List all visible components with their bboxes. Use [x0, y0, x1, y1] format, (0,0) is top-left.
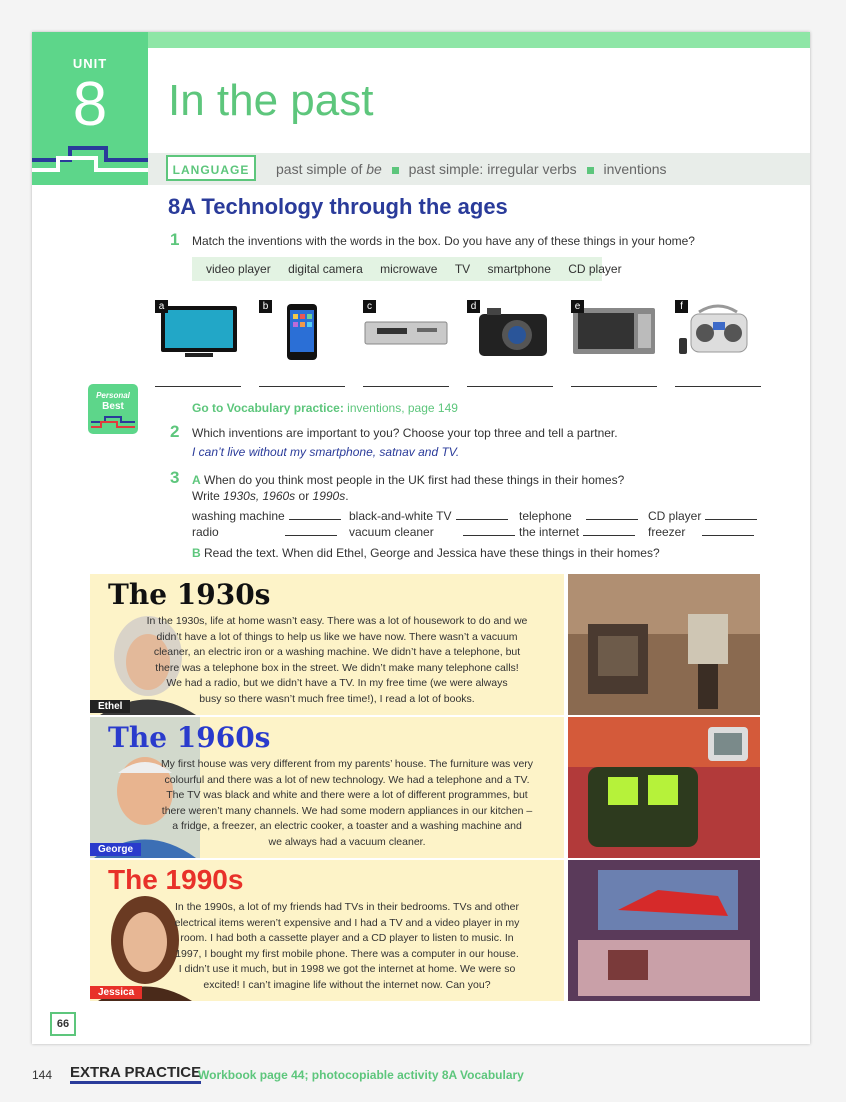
picture-letter: a: [155, 300, 168, 313]
answer-blank[interactable]: [705, 519, 757, 520]
workbook-reference: Workbook page 44; photocopiable activity 8A Vocabulary: [198, 1068, 524, 1082]
picture-letter: f: [675, 300, 688, 313]
page-number: 144: [32, 1068, 53, 1082]
reading-heading: The 1960s: [108, 721, 271, 754]
personal-best-badge: [88, 384, 138, 434]
word-box-item: smartphone: [487, 262, 551, 276]
answer-blank[interactable]: [463, 535, 515, 536]
instruction-last-option: 1990s: [312, 489, 346, 503]
text-line: a fridge, a freezer, an electric cooker, a toaster and a washing machine and: [172, 820, 522, 833]
answer-blank[interactable]: [285, 535, 337, 536]
item-label: radio: [192, 525, 219, 539]
question-number-3: 3: [170, 468, 180, 487]
instruction-options: 1930s, 1960s: [223, 489, 296, 503]
word-box-item: TV: [454, 262, 471, 276]
question-number-2: 2: [170, 422, 180, 441]
bullet-square-icon: [587, 167, 594, 174]
picture-letter: c: [363, 300, 376, 313]
unit-number: 8: [72, 70, 108, 139]
text-line: excited! I can’t imagine life without the internet now. Can you?: [203, 978, 491, 991]
question-3a-instruction: [192, 489, 349, 503]
answer-blank[interactable]: [702, 535, 754, 536]
language-label: LANGUAGE: [166, 155, 256, 181]
word-box-item: microwave: [380, 262, 438, 276]
item-row1-3: [519, 509, 638, 523]
inline-page-number: 66: [50, 1012, 76, 1036]
reading-1990s: [90, 860, 564, 1001]
item-label: freezer: [648, 525, 686, 539]
language-items: [276, 161, 667, 177]
vintage-room-image-icon: [568, 574, 760, 715]
text-line: In the 1930s, life at home wasn’t easy. There was a lot of housework to do and we: [146, 615, 528, 627]
language-item-2: past simple: irregular verbs: [408, 161, 577, 177]
person-name-label: George: [90, 843, 141, 856]
text-line: cleaner, an electric iron or a washing machine. We didn’t have a telephone, but: [153, 646, 521, 659]
word-box: [192, 257, 622, 281]
unit-title: In the past: [168, 76, 374, 125]
reading-text: [90, 900, 564, 994]
page-footer: [0, 1062, 846, 1090]
picture-letter: e: [571, 300, 584, 313]
question-number-1: 1: [170, 230, 180, 249]
item-label: vacuum cleaner: [349, 525, 434, 539]
question-2-example: I can’t live without my smartphone, satnav and TV.: [192, 445, 460, 459]
top-stripe: [148, 32, 810, 48]
answer-line-c[interactable]: [363, 386, 449, 387]
instruction-or: or: [295, 489, 313, 503]
word-box-item: video player: [206, 262, 271, 276]
item-label: black-and-white TV: [349, 509, 452, 523]
vocab-practice-rest: inventions, page 149: [343, 401, 458, 415]
picture-d: [467, 300, 553, 362]
photo-1990s-room: [568, 860, 760, 1001]
reading-1930s: [90, 574, 564, 715]
question-3b-text: Read the text. When did Ethel, George and Jessica have these things in their homes?: [204, 546, 660, 560]
text-line: colourful and there was a lot of new technology. We had a telephone and a TV.: [164, 773, 530, 786]
photo-1960s-room: [568, 717, 760, 858]
picture-letter: b: [259, 300, 272, 313]
question-3a-label: A: [192, 473, 201, 487]
language-item-1-prefix: past simple of: [276, 161, 367, 177]
answer-line-a[interactable]: [155, 386, 241, 387]
word-box-item: CD player: [568, 262, 622, 276]
instruction-end: .: [345, 489, 349, 503]
extra-practice-label: EXTRA PRACTICE: [70, 1064, 201, 1084]
item-row2-2: [349, 525, 515, 539]
item-row1-4: [648, 509, 757, 523]
question-3a-text: When do you think most people in the UK first had these things in their homes?: [204, 473, 625, 487]
item-row1-1: [192, 509, 341, 523]
answer-blank[interactable]: [586, 519, 638, 520]
personal-best-line1: Personal: [96, 391, 130, 400]
item-label: washing machine: [192, 509, 285, 523]
instruction-prefix: Write: [192, 489, 224, 503]
answer-line-b[interactable]: [259, 386, 345, 387]
person-name-label: Ethel: [90, 700, 130, 713]
text-line: we always had a vacuum cleaner.: [268, 835, 426, 848]
vocab-practice-label: Go to Vocabulary practice:: [192, 401, 344, 415]
answer-blank[interactable]: [583, 535, 635, 536]
picture-f: [675, 300, 761, 362]
personal-best-line2: Best: [102, 401, 124, 412]
question-1-text: Match the inventions with the words in the box. Do you have any of these things in your home?: [192, 234, 695, 248]
unit-label: UNIT: [72, 56, 108, 71]
picture-letter: d: [467, 300, 480, 313]
sixties-room-image-icon: [568, 717, 760, 858]
item-label: CD player: [648, 509, 702, 523]
lesson-title: 8A Technology through the ages: [168, 194, 508, 219]
picture-e: [571, 300, 657, 362]
unit-badge: [32, 32, 148, 185]
answer-blank[interactable]: [289, 519, 341, 520]
question-2-text: Which inventions are important to you? Choose your top three and tell a partner.: [192, 426, 618, 440]
nineties-room-image-icon: [568, 860, 760, 1001]
word-box-item: digital camera: [288, 262, 363, 276]
text-line: there was a telephone box in the street. We didn’t make many telephone calls!: [155, 661, 519, 674]
reading-text: [90, 757, 564, 851]
question-3b: [192, 546, 660, 560]
item-row2-1: [192, 525, 337, 539]
text-line: I didn’t use it much, but in 1998 we got the internet at home. We were so: [178, 963, 516, 976]
text-line: room. I had both a cassette player and a CD player to listen to music. In: [180, 932, 514, 945]
item-row1-2: [349, 509, 508, 523]
text-line: 1997, I bought my first mobile phone. There was a computer in our house.: [175, 947, 519, 960]
personal-best-deco-icon: [91, 414, 135, 430]
text-line: electrical items weren’t expensive and I had a TV and a video player in my: [174, 916, 520, 929]
answer-line-f[interactable]: [675, 386, 761, 387]
text-line: We had a radio, but we didn’t have a TV. In my free time (we were always: [166, 677, 508, 690]
text-line: In the 1990s, a lot of my friends had TVs in their bedrooms. TVs and other: [175, 901, 519, 913]
item-label: the internet: [519, 525, 580, 539]
answer-line-e[interactable]: [571, 386, 657, 387]
vocab-practice-link[interactable]: [192, 401, 458, 415]
item-label: telephone: [519, 509, 572, 523]
student-book-page: [32, 32, 810, 1044]
picture-b: [259, 300, 345, 362]
text-line: busy so there wasn’t much free time!), I read a lot of books.: [199, 692, 475, 705]
person-name-label: Jessica: [90, 986, 142, 999]
text-line: The TV was black and white and there were a lot of different programmes, but: [166, 789, 528, 802]
picture-a: [155, 300, 241, 362]
question-3b-label: B: [192, 546, 201, 560]
reading-text: [90, 614, 564, 708]
reading-heading: The 1930s: [108, 578, 271, 611]
reading-1960s: [90, 717, 564, 858]
question-3a: [192, 473, 624, 487]
text-line: there weren’t many channels. We had some modern appliances in our kitchen –: [161, 804, 533, 817]
text-line: My first house was very different from my parents’ house. The furniture was very: [160, 758, 534, 770]
text-line: didn’t have a lot of things to help us like we have now. There wasn’t a vacuum: [156, 630, 518, 643]
language-item-1-em: be: [366, 161, 382, 177]
photo-1930s-room: [568, 574, 760, 715]
reading-heading: The 1990s: [108, 864, 244, 895]
bullet-square-icon: [392, 167, 399, 174]
answer-blank[interactable]: [456, 519, 508, 520]
language-bar: [148, 153, 810, 185]
item-row2-3: [519, 525, 635, 539]
answer-line-d[interactable]: [467, 386, 553, 387]
item-row2-4: [648, 525, 754, 539]
picture-c: [363, 300, 449, 362]
unit-decoration-icon: [32, 144, 148, 185]
language-item-3: inventions: [603, 161, 667, 177]
